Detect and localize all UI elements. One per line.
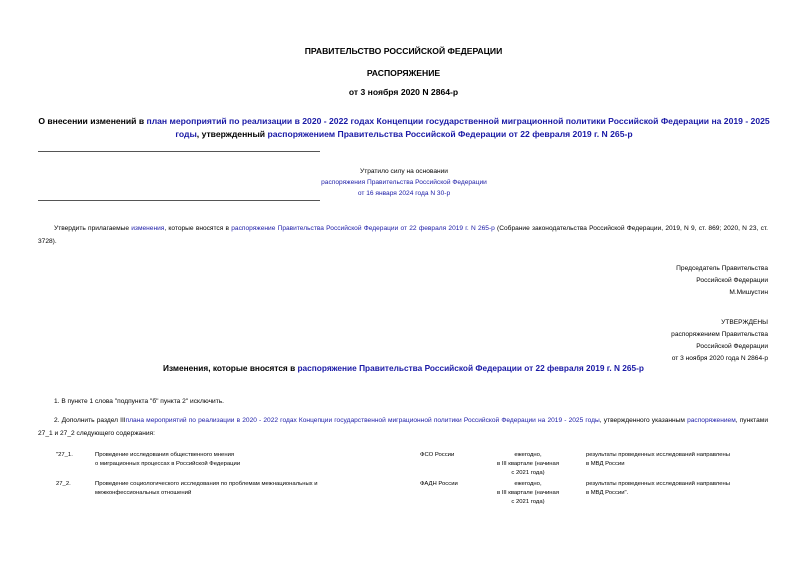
plan-link[interactable]: план мероприятий по реализации в 2020 - 2022 годах Концепции государственной миграционной политики Российской Федерации на 2019 - 2025 годы xyxy=(146,116,770,139)
approved-date: от 3 ноября 2020 года N 2864-р xyxy=(671,355,768,362)
body-paragraph xyxy=(38,222,768,248)
item-1: 1. В пункте 1 слова "подпункта "б" пункта 2" исключить. xyxy=(54,398,225,405)
row-number: "27_1. xyxy=(56,452,73,458)
lost-force-note xyxy=(296,166,512,199)
row-period-line1: ежегодно, xyxy=(514,481,542,487)
signature-block xyxy=(508,263,768,299)
row-period-line3: с 2021 года) xyxy=(511,499,545,505)
row-agency: ФАДН России xyxy=(420,481,458,487)
lost-force-date-link[interactable]: от 16 января 2024 года N 30-р xyxy=(357,190,451,197)
row-measure-line1: Проведение исследования общественного мнения xyxy=(95,452,235,458)
row-period-line1: ежегодно, xyxy=(514,452,542,458)
changes-heading-prefix: Изменения, которые вносятся в xyxy=(163,363,298,373)
signature-name: М.Мишустин xyxy=(729,289,768,296)
order-265-body-link[interactable]: распоряжение Правительства Российской Федерации от 22 февраля 2019 г. N 265-р xyxy=(231,225,495,232)
government-heading: ПРАВИТЕЛЬСТВО РОССИЙСКОЙ ФЕДЕРАЦИИ xyxy=(304,46,503,56)
signature-country: Российской Федерации xyxy=(696,277,768,284)
signature-position: Председатель Правительства xyxy=(676,265,768,272)
divider-top xyxy=(38,151,320,152)
changes-link[interactable]: изменения xyxy=(131,225,165,232)
item-2-text-2: , утвержденного указанным xyxy=(599,417,685,424)
row-period-line3: с 2021 года) xyxy=(511,470,545,476)
row-measure-line1: Проведение социологического исследования по проблемам межнациональных и xyxy=(95,481,318,487)
changes-heading-link[interactable]: распоряжение Правительства Российской Федерации от 22 февраля 2019 г. N 265-р xyxy=(297,363,644,373)
row-result-line2: в МВД России xyxy=(586,461,625,467)
row-number: 27_2. xyxy=(56,481,71,487)
document-date-number: от 3 ноября 2020 N 2864-р xyxy=(348,87,459,97)
body-text-3: (Собрание законодательства Российской Федерации, 2019, N 9, ст. 869; 2020, N 23, ст. 3728). xyxy=(38,225,768,245)
row-period-line2: в III квартале (начиная xyxy=(496,490,560,496)
lost-force-line1: Утратило силу на основании xyxy=(360,168,448,175)
changes-heading xyxy=(0,363,807,373)
item-2-text-1: 2. Дополнить раздел III xyxy=(54,417,126,424)
document-type-heading: РАСПОРЯЖЕНИЕ xyxy=(366,68,441,78)
approved-country: Российской Федерации xyxy=(696,343,768,350)
row-period-line2: в III квартале (начиная xyxy=(496,461,560,467)
row-agency: ФСО России xyxy=(420,452,455,458)
item-2-plan-link[interactable]: плана мероприятий по реализации в 2020 - 2022 годах Концепции государственной миграционной политики Российской Федерации на 2019 - 2025 годы xyxy=(125,417,600,424)
body-text-2: , которые вносятся в xyxy=(164,225,232,232)
row-result-line1: результаты проведенных исследований направлены xyxy=(586,481,731,487)
divider-bottom xyxy=(38,200,320,201)
title-middle: , утвержденный xyxy=(196,129,268,139)
lost-force-link[interactable]: распоряжения Правительства Российской Федерации xyxy=(321,179,487,186)
row-result-line2: в МВД России". xyxy=(586,490,629,496)
row-result-line1: результаты проведенных исследований направлены xyxy=(586,452,731,458)
item-2-order-link[interactable]: распоряжением xyxy=(687,417,736,424)
order-265-link[interactable]: распоряжением Правительства Российской Федерации от 22 февраля 2019 г. N 265-р xyxy=(267,129,633,139)
row-measure-line2: о миграционных процессах в Российской Федерации xyxy=(95,461,241,467)
approved-by: распоряжением Правительства xyxy=(671,331,768,338)
approved-block xyxy=(508,317,768,365)
approved-heading: УТВЕРЖДЕНЫ xyxy=(721,319,768,326)
row-measure-line2: межконфессиональных отношений xyxy=(95,490,192,496)
body-text-1: Утвердить прилагаемые xyxy=(54,225,132,232)
item-2-text-3: , пунктами 27_1 и 27_2 следующего содержания: xyxy=(38,417,769,437)
item-2 xyxy=(38,414,768,440)
document-title xyxy=(30,115,778,141)
title-prefix: О внесении изменений в xyxy=(38,116,147,126)
